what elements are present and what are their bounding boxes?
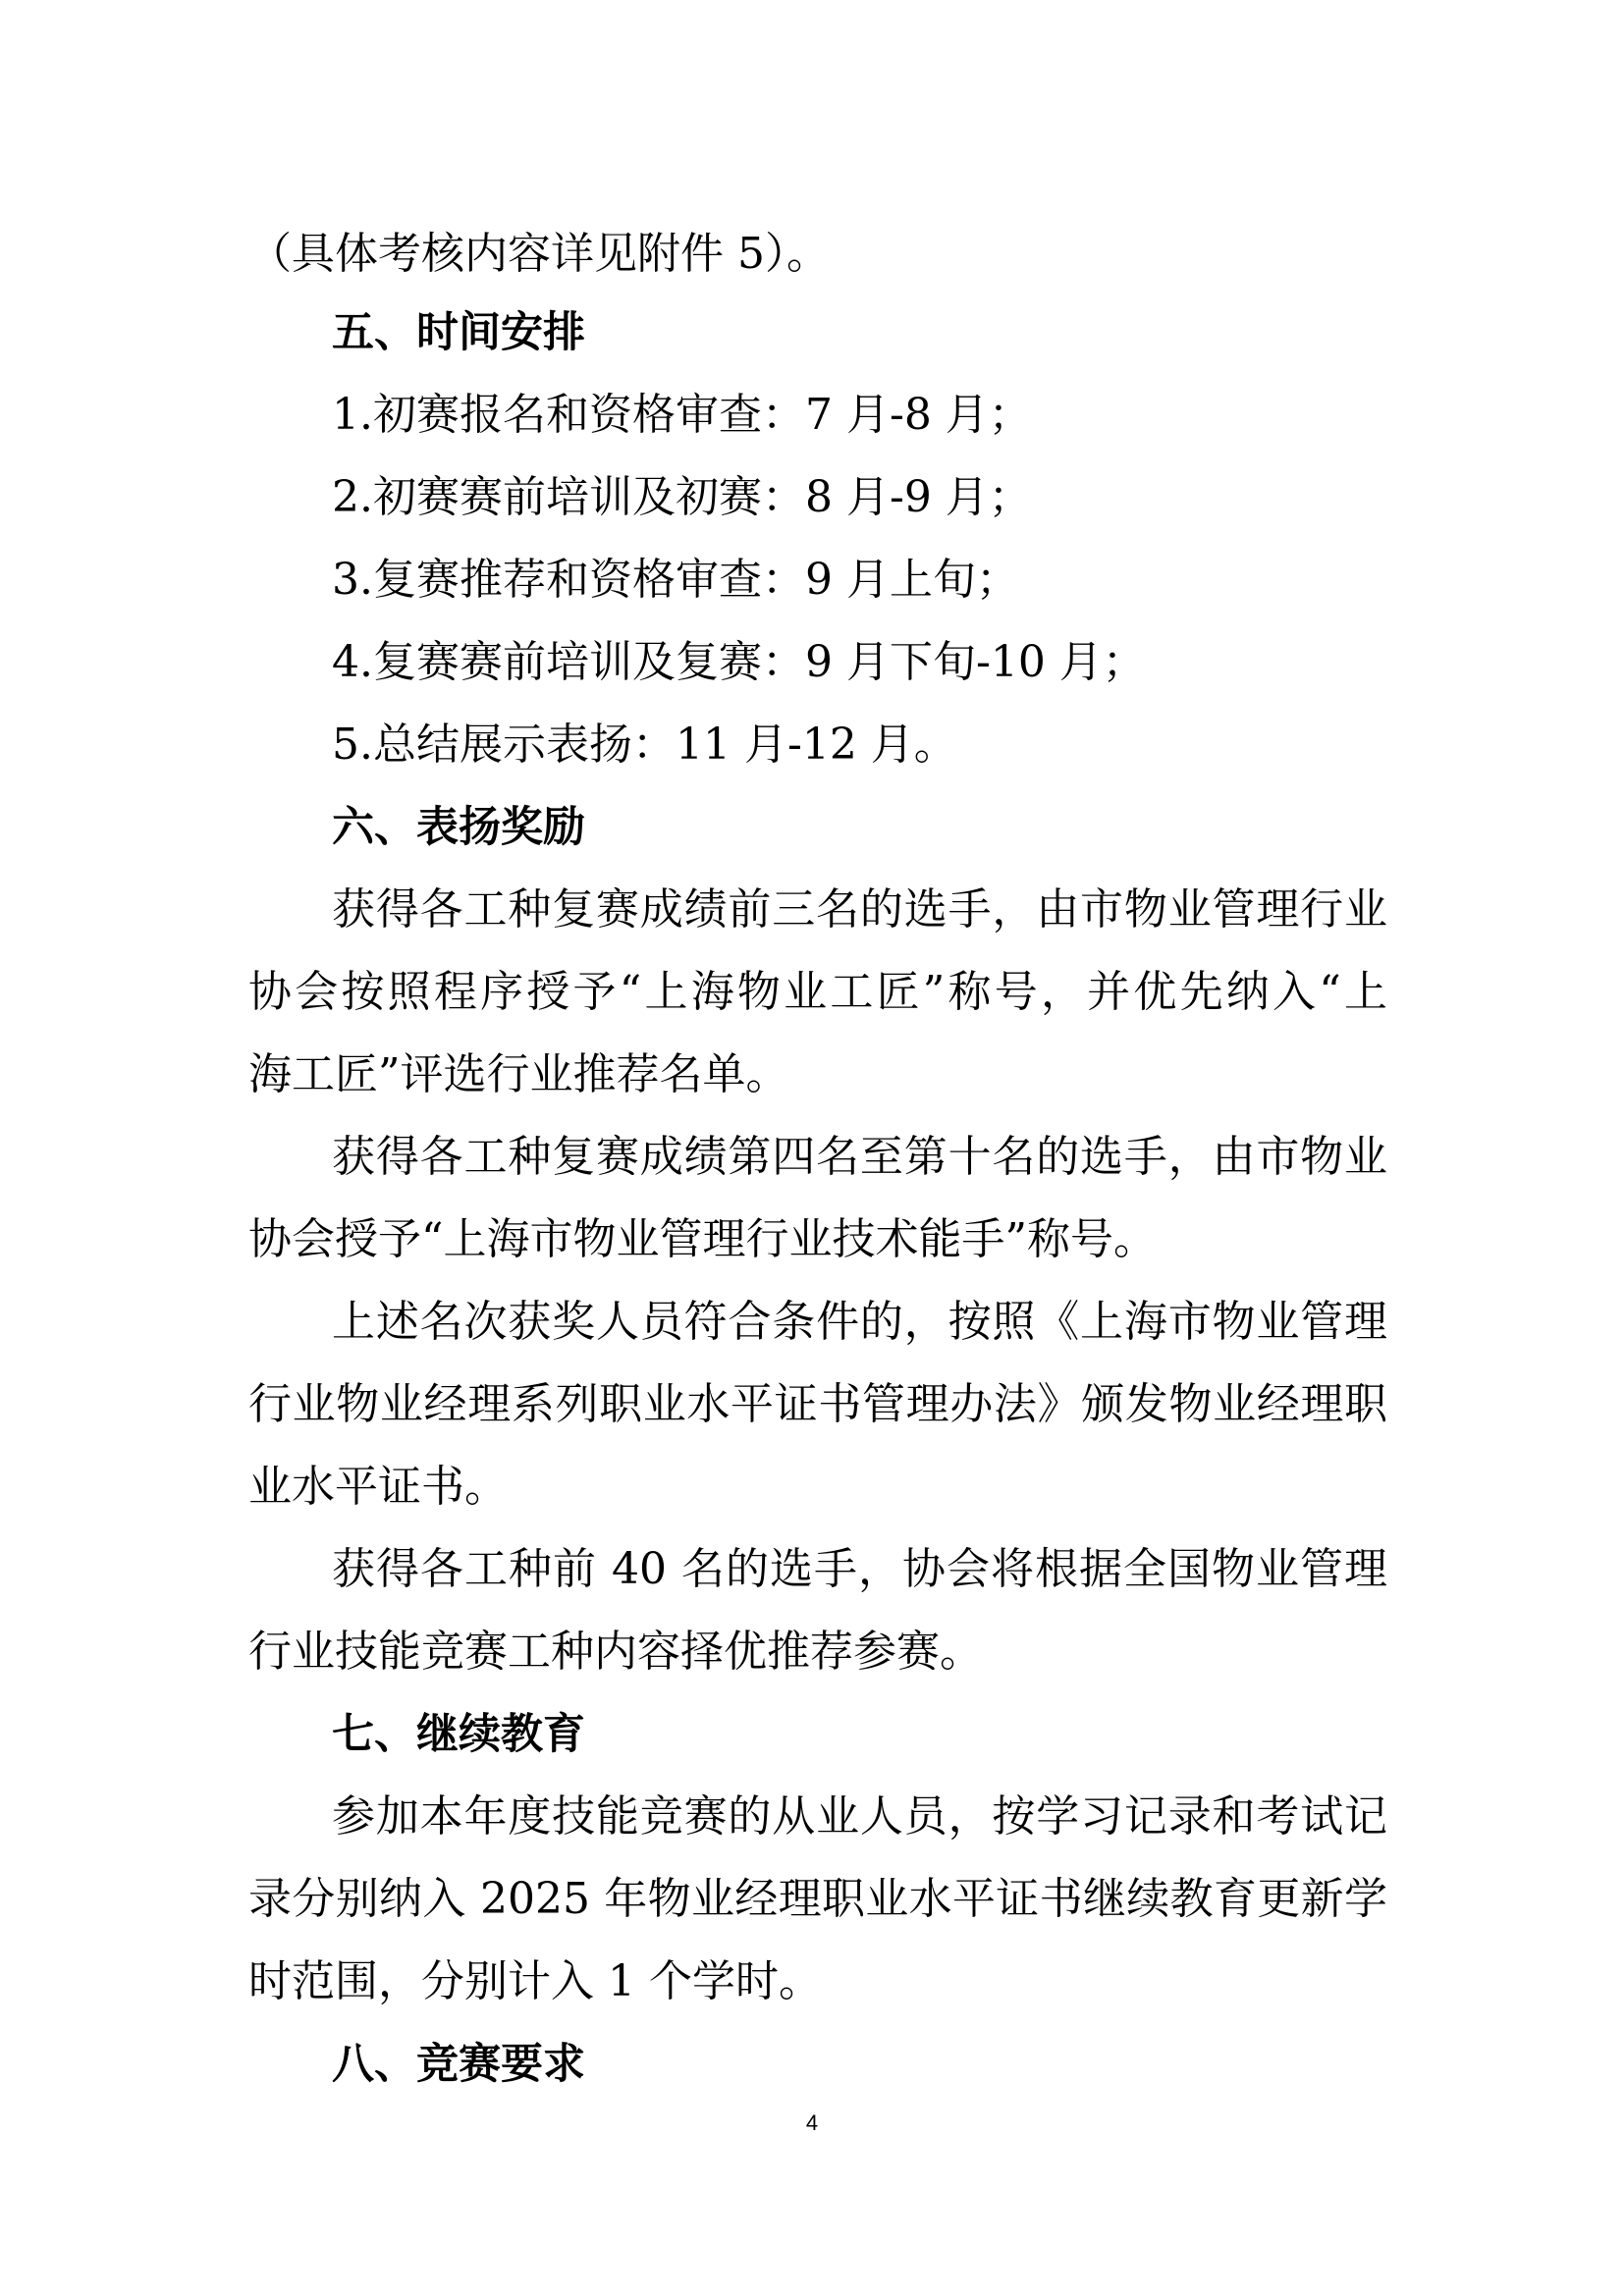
page-number: 4 <box>805 2110 819 2135</box>
section-heading-requirements: 八、竞赛要求 <box>332 2040 585 2089</box>
paragraph-line: 协会授予“上海市物业管理行业技术能手”称号。 <box>248 1214 1157 1264</box>
schedule-item-1: 1.初赛报名和资格审查：7 月-8 月； <box>332 390 1032 440</box>
paragraph-line: 获得各工种复赛成绩前三名的选手，由市物业管理行业 <box>332 884 1387 934</box>
paragraph-line: （具体考核内容详见附件 5）。 <box>248 229 830 279</box>
paragraph-line: 海工匠”评选行业推荐名单。 <box>248 1049 789 1099</box>
schedule-item-3: 3.复赛推荐和资格审查：9 月上旬； <box>332 555 1019 605</box>
paragraph-line: 获得各工种前 40 名的选手，协会将根据全国物业管理 <box>332 1544 1387 1594</box>
paragraph-line: 行业物业经理系列职业水平证书管理办法》颁发物业经理职 <box>248 1379 1387 1429</box>
paragraph-line: 行业技能竞赛工种内容择优推荐参赛。 <box>248 1627 983 1677</box>
paragraph-line: 参加本年度技能竞赛的从业人员，按学习记录和考试记 <box>332 1791 1387 1842</box>
paragraph-line: 协会按照程序授予“上海物业工匠”称号，并优先纳入“上 <box>248 967 1387 1017</box>
section-heading-education: 七、继续教育 <box>332 1710 585 1759</box>
schedule-item-4: 4.复赛赛前培训及复赛：9 月下旬-10 月； <box>332 637 1146 687</box>
paragraph-line: 录分别纳入 2025 年物业经理职业水平证书继续教育更新学 <box>248 1874 1387 1924</box>
schedule-item-5: 5.总结展示表扬：11 月-12 月。 <box>332 720 957 770</box>
section-heading-schedule: 五、时间安排 <box>332 308 585 357</box>
paragraph-line: 业水平证书。 <box>248 1462 508 1512</box>
paragraph-line: 时范围，分别计入 1 个学时。 <box>248 1956 822 2006</box>
paragraph-line: 获得各工种复赛成绩第四名至第十名的选手，由市物业 <box>332 1132 1387 1182</box>
schedule-item-2: 2.初赛赛前培训及初赛：8 月-9 月； <box>332 472 1032 522</box>
section-heading-awards: 六、表扬奖励 <box>332 803 585 852</box>
paragraph-line: 上述名次获奖人员符合条件的，按照《上海市物业管理 <box>332 1297 1387 1347</box>
